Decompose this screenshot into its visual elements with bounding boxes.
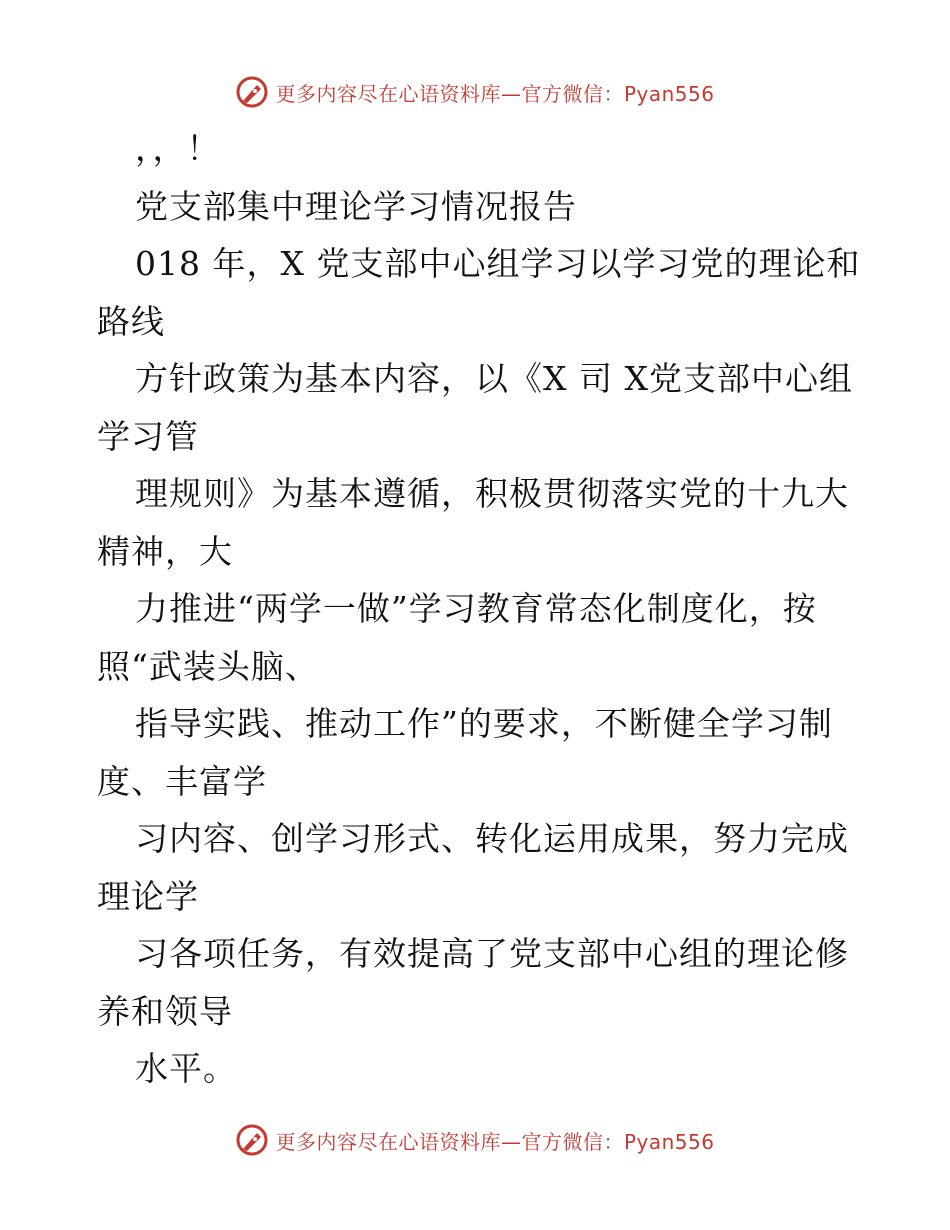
doc-line-12: 度、丰富学 [97,761,267,801]
doc-line-15: 习各项任务，有效提高了党支部中心组的理论修 [135,934,849,973]
header-watermark [0,70,950,114]
doc-line-9: 力推进“两学一做”学习教育常态化制度化，按 [135,589,817,628]
doc-line-11: 指导实践、推动工作”的要求，不断健全学习制 [135,704,833,743]
watermark-site-text: 更多内容尽在心语资料库 [275,81,501,106]
doc-line-16: 养和领导 [97,991,233,1031]
doc-line-6: 学习管 [97,416,199,456]
doc-line-1: ，，！ [135,129,221,168]
pen-nib-logo-icon [235,75,269,109]
doc-line-14: 理论学 [97,876,199,916]
doc-line-4: 路线 [97,301,165,341]
doc-line-3: 018 年，X 党支部中心组学习以学习党的理论和 [135,244,861,283]
doc-line-7: 理规则》为基本遵循，积极贯彻落实党的十九大 [135,474,849,513]
doc-line-8: 精神，大 [97,531,233,571]
footer-watermark [0,1118,950,1162]
watermark-wechat-text: 官方微信：Pyan556 [521,81,715,106]
watermark-separator: — [500,1129,522,1154]
doc-line-17: 水平。 [135,1049,237,1088]
document-body [97,120,861,1098]
pen-nib-logo-icon [235,1123,269,1157]
watermark-site-text: 更多内容尽在心语资料库 [275,1129,501,1154]
doc-line-5: 方针政策为基本内容，以《X 司 X党支部中心组 [135,359,853,398]
watermark-separator: — [500,81,522,106]
doc-line-10: 照“武装头脑、 [97,646,319,686]
watermark-text [275,1126,714,1155]
watermark-text [275,78,714,107]
watermark-wechat-text: 官方微信：Pyan556 [521,1129,715,1154]
doc-title: 党支部集中理论学习情况报告 [135,186,577,226]
doc-line-13: 习内容、创学习形式、转化运用成果，努力完成 [135,819,849,858]
